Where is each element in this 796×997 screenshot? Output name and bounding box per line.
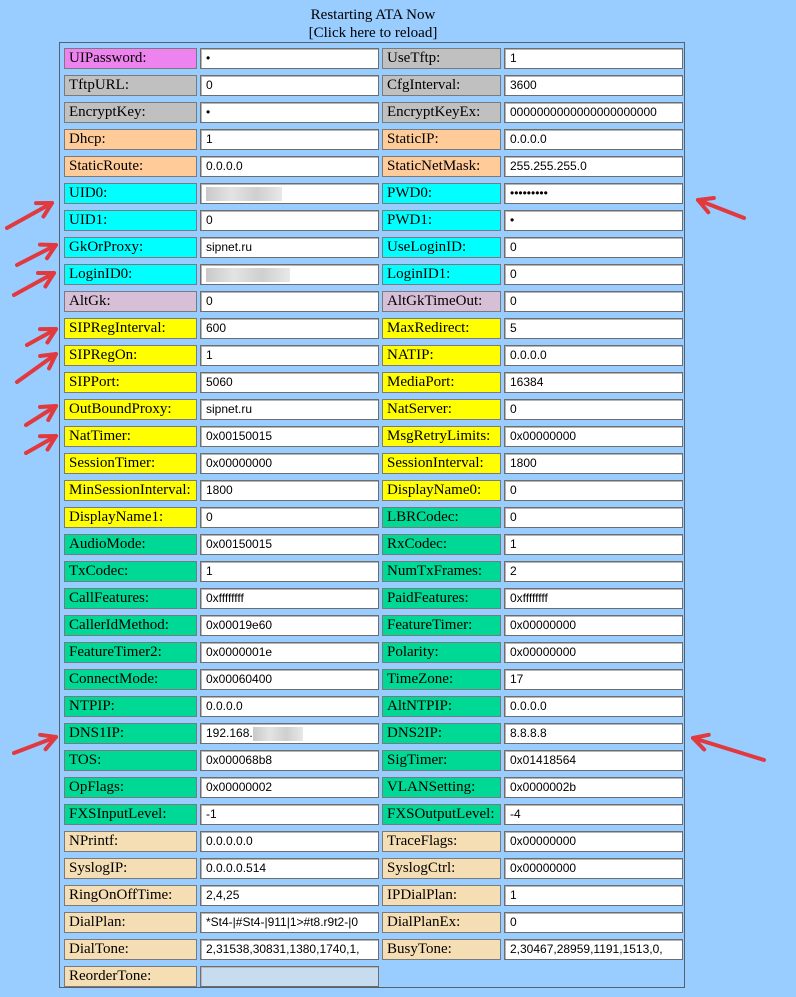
table-row <box>60 801 684 828</box>
label-pwd0: PWD0: <box>382 183 501 204</box>
busy-tone-field[interactable]: 2,30467,28959,1191,1513,0, <box>504 939 683 960</box>
label-lbrcodec: LBRCodec: <box>382 507 501 528</box>
label-nprintf: NPrintf: <box>64 831 197 852</box>
pwd1-field[interactable]: • <box>504 210 683 231</box>
feature-timer2-field[interactable]: 0x0000001e <box>200 642 379 663</box>
connect-mode-field[interactable]: 0x00060400 <box>200 669 379 690</box>
label-alt-gk-time-out: AltGkTimeOut: <box>382 291 501 312</box>
dial-plan-field[interactable]: *St4-|#St4-|911|1>#t8.r9t2-|0 <box>200 912 379 933</box>
label-uid0: UID0: <box>64 183 197 204</box>
static-route-field[interactable]: 0.0.0.0 <box>200 156 379 177</box>
syslog-ctrl-field[interactable]: 0x00000000 <box>504 858 683 879</box>
label-cfg-interval: CfgInterval: <box>382 75 501 96</box>
red-arrow-icon <box>14 273 54 295</box>
label-syslog-ip: SyslogIP: <box>64 858 197 879</box>
label-gk-or-proxy: GkOrProxy: <box>64 237 197 258</box>
dns1-ip-value: 192.168. <box>206 726 253 740</box>
label-login-id0: LoginID0: <box>64 264 197 285</box>
sipreg-on-field[interactable]: 1 <box>200 345 379 366</box>
nat-timer-field[interactable]: 0x00150015 <box>200 426 379 447</box>
red-arrow-icon <box>17 354 56 382</box>
encrypt-key-field[interactable]: • <box>200 102 379 123</box>
label-dial-plan-ex: DialPlanEx: <box>382 912 501 933</box>
table-row <box>60 936 684 963</box>
uipassword-field[interactable]: • <box>200 48 379 69</box>
uid0-field[interactable] <box>200 183 379 204</box>
cfg-interval-field[interactable]: 3600 <box>504 75 683 96</box>
display-name1-field[interactable]: 0 <box>200 507 379 528</box>
label-static-ip: StaticIP: <box>382 129 501 150</box>
msg-retry-limits-field[interactable]: 0x00000000 <box>504 426 683 447</box>
gk-or-proxy-field[interactable]: sipnet.ru <box>200 237 379 258</box>
dhcp-field[interactable]: 1 <box>200 129 379 150</box>
table-row <box>60 693 684 720</box>
table-row <box>60 72 684 99</box>
use-tftp-field[interactable]: 1 <box>504 48 683 69</box>
label-feature-timer2: FeatureTimer2: <box>64 642 197 663</box>
label-op-flags: OpFlags: <box>64 777 197 798</box>
redacted-blur <box>253 727 303 741</box>
table-row <box>60 180 684 207</box>
label-ring-on-off-time: RingOnOffTime: <box>64 885 197 906</box>
label-alt-gk: AltGk: <box>64 291 197 312</box>
label-vlansetting: VLANSetting: <box>382 777 501 798</box>
label-trace-flags: TraceFlags: <box>382 831 501 852</box>
label-min-session-interval: MinSessionInterval: <box>64 480 197 501</box>
label-login-id1: LoginID1: <box>382 264 501 285</box>
label-num-tx-frames: NumTxFrames: <box>382 561 501 582</box>
table-row <box>60 531 684 558</box>
label-time-zone: TimeZone: <box>382 669 501 690</box>
label-fxsoutput-level: FXSOutputLevel: <box>382 804 501 825</box>
label-alt-ntpip: AltNTPIP: <box>382 696 501 717</box>
table-row <box>60 126 684 153</box>
ipdial-plan-field[interactable]: 1 <box>504 885 683 906</box>
num-tx-frames-field[interactable]: 2 <box>504 561 683 582</box>
tx-codec-field[interactable]: 1 <box>200 561 379 582</box>
redacted-blur <box>206 268 290 282</box>
label-rx-codec: RxCodec: <box>382 534 501 555</box>
label-out-bound-proxy: OutBoundProxy: <box>64 399 197 420</box>
dial-tone-field[interactable]: 2,31538,30831,1380,1740,1, <box>200 939 379 960</box>
label-uipassword: UIPassword: <box>64 48 197 69</box>
tos-field[interactable]: 0x000068b8 <box>200 750 379 771</box>
alt-gk-field[interactable]: 0 <box>200 291 379 312</box>
page-title: Restarting ATA Now <box>310 7 436 23</box>
label-use-login-id: UseLoginID: <box>382 237 501 258</box>
table-row <box>60 423 684 450</box>
label-sig-timer: SigTimer: <box>382 750 501 771</box>
table-row <box>60 288 684 315</box>
login-id1-field[interactable]: 0 <box>504 264 683 285</box>
red-arrow-icon <box>26 436 56 453</box>
table-row <box>60 612 684 639</box>
vlansetting-field[interactable]: 0x0000002b <box>504 777 683 798</box>
lbrcodec-field[interactable]: 0 <box>504 507 683 528</box>
caller-id-method-field[interactable]: 0x00019e60 <box>200 615 379 636</box>
op-flags-field[interactable]: 0x00000002 <box>200 777 379 798</box>
session-interval-field[interactable]: 1800 <box>504 453 683 474</box>
table-row <box>60 504 684 531</box>
label-sipreg-interval: SIPRegInterval: <box>64 318 197 339</box>
fxsinput-level-field[interactable]: -1 <box>200 804 379 825</box>
label-tx-codec: TxCodec: <box>64 561 197 582</box>
trace-flags-field[interactable]: 0x00000000 <box>504 831 683 852</box>
table-row <box>60 720 684 747</box>
syslog-ip-field[interactable]: 0.0.0.0.514 <box>200 858 379 879</box>
table-row <box>60 99 684 126</box>
label-media-port: MediaPort: <box>382 372 501 393</box>
label-dns2-ip: DNS2IP: <box>382 723 501 744</box>
label-sipport: SIPPort: <box>64 372 197 393</box>
audio-mode-field[interactable]: 0x00150015 <box>200 534 379 555</box>
label-session-interval: SessionInterval: <box>382 453 501 474</box>
table-row <box>60 369 684 396</box>
label-static-route: StaticRoute: <box>64 156 197 177</box>
sipport-field[interactable]: 5060 <box>200 372 379 393</box>
label-polarity: Polarity: <box>382 642 501 663</box>
config-table <box>59 42 685 988</box>
table-row <box>60 882 684 909</box>
min-session-interval-field[interactable]: 1800 <box>200 480 379 501</box>
alt-ntpip-field[interactable]: 0.0.0.0 <box>504 696 683 717</box>
sig-timer-field[interactable]: 0x01418564 <box>504 750 683 771</box>
table-row <box>60 342 684 369</box>
red-arrow-icon <box>14 735 56 753</box>
login-id0-field[interactable] <box>200 264 379 285</box>
red-arrow-icon <box>17 245 56 265</box>
table-row <box>60 45 684 72</box>
session-timer-field[interactable]: 0x00000000 <box>200 453 379 474</box>
label-max-redirect: MaxRedirect: <box>382 318 501 339</box>
label-audio-mode: AudioMode: <box>64 534 197 555</box>
max-redirect-field[interactable]: 5 <box>504 318 683 339</box>
label-encrypt-key-ex: EncryptKeyEx: <box>382 102 501 123</box>
out-bound-proxy-field[interactable]: sipnet.ru <box>200 399 379 420</box>
label-ntpip: NTPIP: <box>64 696 197 717</box>
reorder-tone-field[interactable] <box>200 966 379 987</box>
label-feature-timer: FeatureTimer: <box>382 615 501 636</box>
table-row <box>60 747 684 774</box>
table-row <box>60 234 684 261</box>
label-pwd1: PWD1: <box>382 210 501 231</box>
label-nat-server: NatServer: <box>382 399 501 420</box>
label-dial-tone: DialTone: <box>64 939 197 960</box>
fxsoutput-level-field[interactable]: -4 <box>504 804 683 825</box>
time-zone-field[interactable]: 17 <box>504 669 683 690</box>
table-row <box>60 855 684 882</box>
label-msg-retry-limits: MsgRetryLimits: <box>382 426 501 447</box>
static-ip-field[interactable]: 0.0.0.0 <box>504 129 683 150</box>
label-paid-features: PaidFeatures: <box>382 588 501 609</box>
static-net-mask-field[interactable]: 255.255.255.0 <box>504 156 683 177</box>
label-connect-mode: ConnectMode: <box>64 669 197 690</box>
label-ipdial-plan: IPDialPlan: <box>382 885 501 906</box>
uid1-field[interactable]: 0 <box>200 210 379 231</box>
natip-field[interactable]: 0.0.0.0 <box>504 345 683 366</box>
table-row <box>60 774 684 801</box>
table-row <box>60 153 684 180</box>
label-uid1: UID1: <box>64 210 197 231</box>
table-row <box>60 639 684 666</box>
table-row <box>60 666 684 693</box>
table-row <box>60 396 684 423</box>
label-natip: NATIP: <box>382 345 501 366</box>
media-port-field[interactable]: 16384 <box>504 372 683 393</box>
table-row <box>60 909 684 936</box>
label-use-tftp: UseTftp: <box>382 48 501 69</box>
ring-on-off-time-field[interactable]: 2,4,25 <box>200 885 379 906</box>
label-fxsinput-level: FXSInputLevel: <box>64 804 197 825</box>
table-row <box>60 558 684 585</box>
nat-server-field[interactable]: 0 <box>504 399 683 420</box>
polarity-field[interactable]: 0x00000000 <box>504 642 683 663</box>
label-call-features: CallFeatures: <box>64 588 197 609</box>
dns2-ip-field[interactable]: 8.8.8.8 <box>504 723 683 744</box>
redacted-blur <box>206 187 282 201</box>
label-sipreg-on: SIPRegOn: <box>64 345 197 366</box>
table-row <box>60 963 684 990</box>
red-arrow-icon <box>698 198 744 218</box>
reload-link[interactable]: [Click here to reload] <box>308 25 438 41</box>
label-tos: TOS: <box>64 750 197 771</box>
label-dhcp: Dhcp: <box>64 129 197 150</box>
feature-timer-field[interactable]: 0x00000000 <box>504 615 683 636</box>
label-tftp-url: TftpURL: <box>64 75 197 96</box>
label-display-name1: DisplayName1: <box>64 507 197 528</box>
sipreg-interval-field[interactable]: 600 <box>200 318 379 339</box>
red-arrow-icon <box>27 329 56 345</box>
dns1-ip-field[interactable] <box>200 723 379 744</box>
table-row <box>60 450 684 477</box>
label-syslog-ctrl: SyslogCtrl: <box>382 858 501 879</box>
paid-features-field[interactable]: 0xffffffff <box>504 588 683 609</box>
label-session-timer: SessionTimer: <box>64 453 197 474</box>
red-arrow-icon <box>693 735 764 760</box>
nprintf-field[interactable]: 0.0.0.0.0 <box>200 831 379 852</box>
label-display-name0: DisplayName0: <box>382 480 501 501</box>
tftp-url-field[interactable]: 0 <box>200 75 379 96</box>
alt-gk-time-out-field[interactable]: 0 <box>504 291 683 312</box>
display-name0-field[interactable]: 0 <box>504 480 683 501</box>
label-dns1-ip: DNS1IP: <box>64 723 197 744</box>
use-login-id-field[interactable]: 0 <box>504 237 683 258</box>
table-row <box>60 315 684 342</box>
red-arrow-icon <box>26 406 56 425</box>
table-row <box>60 828 684 855</box>
encrypt-key-ex-field[interactable]: 0000000000000000000000 <box>504 102 683 123</box>
call-features-field[interactable]: 0xffffffff <box>200 588 379 609</box>
page-header <box>0 6 746 42</box>
pwd0-field[interactable]: ••••••••• <box>504 183 683 204</box>
label-static-net-mask: StaticNetMask: <box>382 156 501 177</box>
label-reorder-tone: ReorderTone: <box>64 966 197 987</box>
label-encrypt-key: EncryptKey: <box>64 102 197 123</box>
rx-codec-field[interactable]: 1 <box>504 534 683 555</box>
table-row <box>60 261 684 288</box>
label-nat-timer: NatTimer: <box>64 426 197 447</box>
table-row <box>60 207 684 234</box>
dial-plan-ex-field[interactable]: 0 <box>504 912 683 933</box>
red-arrow-icon <box>7 203 52 228</box>
table-row <box>60 477 684 504</box>
label-dial-plan: DialPlan: <box>64 912 197 933</box>
ntpip-field[interactable]: 0.0.0.0 <box>200 696 379 717</box>
table-row <box>60 585 684 612</box>
label-caller-id-method: CallerIdMethod: <box>64 615 197 636</box>
label-busy-tone: BusyTone: <box>382 939 501 960</box>
